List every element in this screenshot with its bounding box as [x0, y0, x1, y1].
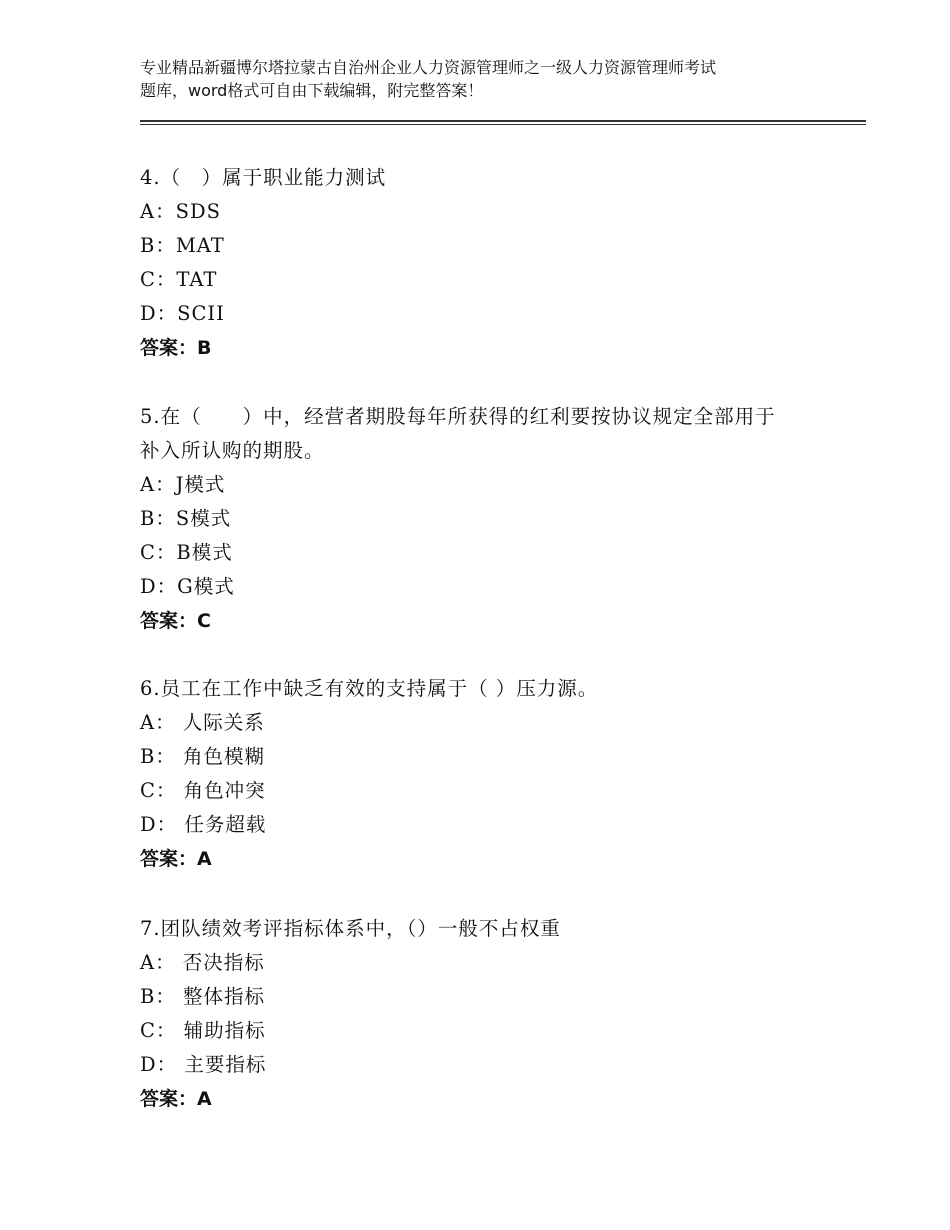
option-b: B： 整体指标	[140, 985, 266, 1008]
answer: 答案：A	[140, 1088, 212, 1110]
option-d: D：SCII	[140, 302, 225, 325]
option-b: B： 角色模糊	[140, 745, 266, 768]
question-5	[140, 400, 820, 638]
option-a: A：SDS	[140, 200, 221, 223]
option-d: D： 主要指标	[140, 1053, 267, 1076]
option-c: C： 角色冲突	[140, 779, 266, 802]
answer: 答案：A	[140, 848, 212, 870]
question-stem-continued: 补入所认购的期股。	[140, 439, 325, 462]
document-header	[140, 56, 840, 102]
question-stem: 7.团队绩效考评指标体系中，（）一般不占权重	[140, 917, 561, 940]
option-c: C： 辅助指标	[140, 1019, 266, 1042]
header-divider-thin	[140, 124, 866, 125]
header-title-line-2: 题库，word格式可自由下载编辑，附完整答案！	[140, 81, 484, 100]
option-b: B：MAT	[140, 234, 225, 257]
option-a: A：J模式	[140, 473, 226, 496]
header-title-line-1: 专业精品新疆博尔塔拉蒙古自治州企业人力资源管理师之一级人力资源管理师考试	[140, 58, 717, 77]
header-divider-thick	[140, 120, 866, 122]
answer: 答案：C	[140, 610, 211, 632]
option-a: A： 否决指标	[140, 951, 265, 974]
question-stem: 5.在（ ）中，经营者期股每年所获得的红利要按协议规定全部用于	[140, 405, 776, 428]
question-4	[140, 161, 820, 365]
option-c: C：TAT	[140, 268, 218, 291]
question-7	[140, 912, 820, 1116]
option-d: D：G模式	[140, 575, 235, 598]
option-b: B：S模式	[140, 507, 232, 530]
option-a: A： 人际关系	[140, 711, 265, 734]
option-c: C：B模式	[140, 541, 233, 564]
question-stem: 4.（ ）属于职业能力测试	[140, 166, 387, 189]
question-stem: 6.员工在工作中缺乏有效的支持属于（ ）压力源。	[140, 677, 599, 700]
question-6	[140, 672, 820, 876]
option-d: D： 任务超载	[140, 813, 267, 836]
answer: 答案：B	[140, 337, 212, 359]
